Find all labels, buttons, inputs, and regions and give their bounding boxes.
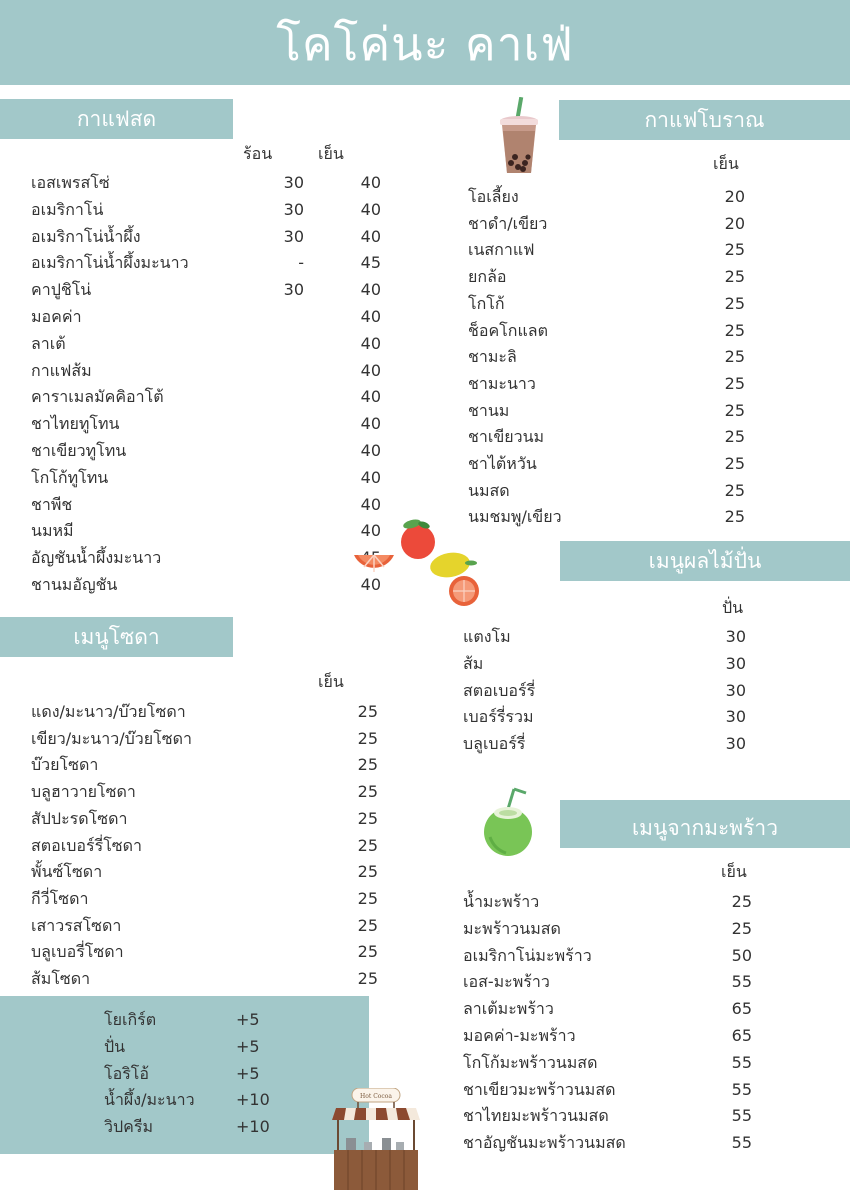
- price-cold: 40: [360, 467, 381, 487]
- price-cold: 25: [724, 373, 745, 393]
- item-name: นมชมพู/เขียว: [468, 507, 562, 527]
- addon-row: [104, 1113, 304, 1140]
- item-name: บลูเบอรี่โซดา: [31, 942, 124, 962]
- price-cold: 25: [724, 240, 745, 260]
- menu-row: [463, 703, 753, 730]
- price-cold: 55: [731, 1052, 752, 1072]
- item-name: เสาวรสโซดา: [31, 915, 122, 935]
- menu-row: [463, 995, 763, 1022]
- price-cold: 40: [360, 387, 381, 407]
- price-cold: 55: [731, 1079, 752, 1099]
- menu-row: [468, 236, 758, 263]
- soda-col-head-cold: เย็น: [318, 672, 344, 691]
- addon-price: +5: [236, 1063, 260, 1083]
- item-name: ชาเขียวมะพร้าวนมสด: [463, 1079, 616, 1099]
- item-name: แดง/มะนาว/บ๊วยโซดา: [31, 702, 186, 721]
- menu-row: [31, 249, 381, 276]
- addon-row: [104, 1033, 304, 1060]
- price-cold: 25: [731, 918, 752, 938]
- menu-row: [468, 477, 758, 504]
- addon-price: +5: [236, 1010, 260, 1029]
- price-cold: 40: [360, 441, 381, 460]
- price-cold: 25: [357, 702, 378, 721]
- price-cold: 20: [724, 213, 745, 233]
- item-name: อเมริกาโน่น้ำผึ้งมะนาว: [31, 253, 189, 273]
- price-cold: 25: [731, 892, 752, 911]
- item-name: ชามะนาว: [468, 373, 536, 393]
- menu-row: [468, 263, 758, 290]
- price-cold: 25: [724, 480, 745, 500]
- menu-row: [463, 1022, 763, 1049]
- price-cold: 55: [731, 1106, 752, 1126]
- menu-row: [463, 942, 763, 969]
- item-name: โกโก้มะพร้าวนมสด: [463, 1052, 598, 1072]
- price-cold: 55: [731, 972, 752, 992]
- price-cold: 25: [357, 728, 378, 748]
- price-hot: 30: [283, 199, 304, 219]
- item-name: กีวี่โซดา: [31, 888, 89, 908]
- addon-name: โอริโอ้: [104, 1063, 149, 1083]
- price-cold: 40: [360, 333, 381, 353]
- menu-row: [31, 464, 381, 491]
- menu-row: [468, 423, 758, 450]
- price-cold: 65: [731, 999, 752, 1019]
- fruit-col-head-blend: ปั่น: [722, 598, 744, 617]
- item-name: ช็อคโกแลต: [468, 320, 548, 340]
- price-cold: 25: [357, 969, 378, 988]
- price-hot: 30: [283, 173, 304, 192]
- heading-soda-label: เมนูโซดา: [73, 625, 160, 649]
- coconut-icon: [480, 787, 538, 857]
- menu-row: [31, 912, 378, 939]
- heading-ancient-coffee-label: กาแฟโบราณ: [644, 108, 765, 132]
- item-name: ชาเขียวนม: [468, 427, 545, 447]
- price-cold: 55: [731, 1133, 752, 1153]
- heading-fresh-coffee: [0, 99, 233, 139]
- menu-row: [463, 650, 753, 677]
- price-cold: 25: [357, 942, 378, 962]
- price-cold: 25: [724, 400, 745, 420]
- addon-price: +5: [236, 1036, 260, 1056]
- title-banner: [0, 0, 850, 85]
- menu-row: [463, 1102, 763, 1129]
- price-hot: 30: [283, 280, 304, 300]
- addon-name: ปั่น: [104, 1036, 126, 1056]
- item-name: ชานม: [468, 400, 510, 420]
- item-name: โกโก้: [468, 293, 505, 313]
- cart-sign-text: Hot Cocoa: [360, 1093, 392, 1100]
- price-cold: 40: [360, 494, 381, 514]
- menu-row: [463, 888, 763, 915]
- item-name: ชาไทยมะพร้าวนมสด: [463, 1106, 609, 1126]
- menu-row: [31, 885, 378, 912]
- item-name: อเมริกาโน่น้ำผึ้ง: [31, 226, 141, 246]
- menu-row: [463, 730, 753, 757]
- price-cold: 25: [724, 320, 745, 340]
- fruits-icon: [350, 515, 485, 607]
- price-blend: 30: [725, 707, 746, 727]
- item-name: เขียว/มะนาว/บ๊วยโซดา: [31, 728, 192, 748]
- menu-row: [468, 450, 758, 477]
- menu-row: [31, 938, 378, 965]
- menu-row: [468, 370, 758, 397]
- item-name: เนสกาแฟ: [468, 240, 535, 260]
- menu-row: [468, 503, 758, 530]
- menu-row: [468, 210, 758, 237]
- item-name: บลูฮาวายโซดา: [31, 782, 136, 802]
- item-name: นมสด: [468, 480, 510, 500]
- item-name: บลูเบอร์รี่: [463, 734, 526, 754]
- addons-box: [0, 996, 369, 1154]
- item-name: ชาอัญชันมะพร้าวนมสด: [463, 1133, 626, 1153]
- price-cold: 25: [357, 862, 378, 882]
- price-cold: 25: [357, 808, 378, 828]
- addon-row: [104, 1086, 304, 1113]
- item-name: มอคค่า: [31, 307, 82, 326]
- menu-row: [31, 223, 381, 250]
- item-name: โอเลี้ยง: [468, 187, 519, 206]
- item-name: กาแฟส้ม: [31, 360, 92, 380]
- item-name: ชาไต้หวัน: [468, 454, 537, 473]
- menu-row: [31, 383, 381, 410]
- price-cold: 25: [357, 915, 378, 935]
- price-cold: 25: [724, 293, 745, 313]
- ancient-col-head-cold: เย็น: [713, 154, 739, 173]
- addon-row: [104, 1006, 304, 1033]
- menu-row: [31, 965, 378, 992]
- item-name: ส้ม: [463, 653, 484, 673]
- price-cold: 25: [357, 835, 378, 855]
- menu-row: [31, 832, 378, 859]
- item-name: คาราเมลมัคคิอาโต้: [31, 387, 164, 407]
- menu-row: [31, 725, 378, 752]
- menu-row: [31, 276, 381, 303]
- price-cold: 40: [360, 199, 381, 219]
- price-cold: 45: [360, 253, 381, 273]
- item-name: ลาเต้: [31, 333, 66, 353]
- heading-ancient-coffee: [559, 100, 850, 140]
- menu-row: [463, 1129, 763, 1156]
- addon-name: น้ำผึ้ง/มะนาว: [104, 1090, 195, 1110]
- price-hot: -: [298, 253, 304, 273]
- col-head-cold: เย็น: [318, 144, 344, 163]
- heading-fresh-coffee-label: กาแฟสด: [76, 107, 157, 131]
- price-cold: 25: [724, 507, 745, 527]
- heading-coconut-label: เมนูจากมะพร้าว: [631, 816, 778, 840]
- price-cold: 25: [724, 454, 745, 473]
- heading-coconut: [560, 800, 850, 848]
- price-cold: 25: [357, 782, 378, 802]
- price-cold: 25: [724, 427, 745, 447]
- item-name: เอส-มะพร้าว: [463, 972, 550, 992]
- item-name: ชาไทยทูโทน: [31, 414, 120, 434]
- price-cold: 40: [360, 414, 381, 434]
- price-cold: 20: [724, 187, 745, 206]
- menu-row: [468, 290, 758, 317]
- item-name: อเมริกาโน่: [31, 199, 104, 219]
- menu-row: [31, 517, 381, 544]
- item-name: น้ำมะพร้าว: [463, 892, 540, 911]
- item-name: ส้มโซดา: [31, 969, 91, 988]
- item-name: ชามะลิ: [468, 347, 517, 367]
- menu-row: [468, 317, 758, 344]
- menu-row: [31, 778, 378, 805]
- menu-row: [31, 544, 361, 571]
- price-cold: 25: [724, 347, 745, 367]
- item-name: สตอเบอร์รี่โซดา: [31, 835, 143, 855]
- menu-row: [31, 357, 381, 384]
- heading-fruit-smoothie-label: เมนูผลไม้ปั่น: [648, 549, 762, 573]
- item-name: มะพร้าวนมสด: [463, 918, 561, 938]
- menu-row: [31, 698, 378, 725]
- menu-row: [468, 343, 758, 370]
- menu-row: [31, 169, 381, 196]
- price-cold: 25: [357, 755, 378, 775]
- menu-row: [468, 397, 758, 424]
- menu-row: [31, 410, 381, 437]
- menu-row: [468, 183, 758, 210]
- price-cold: 40: [360, 521, 381, 541]
- addon-price: +10: [236, 1117, 270, 1137]
- menu-row: [31, 196, 381, 223]
- menu-row: [463, 677, 753, 704]
- menu-row: [463, 915, 763, 942]
- item-name: บ๊วยโซดา: [31, 755, 99, 775]
- page-title: โคโค่นะ คาเฟ่: [276, 17, 574, 71]
- menu-row: [463, 1076, 763, 1103]
- price-cold: 40: [360, 226, 381, 246]
- price-blend: 30: [725, 627, 746, 646]
- item-name: แตงโม: [463, 627, 511, 646]
- heading-soda: [0, 617, 233, 657]
- item-name: เบอร์รี่รวม: [463, 707, 534, 727]
- price-cold: 65: [731, 1026, 752, 1045]
- menu-row: [31, 751, 378, 778]
- price-cold: 50: [731, 945, 752, 965]
- item-name: คาปูชิโน่: [31, 280, 92, 300]
- item-name: ชานมอัญชัน: [31, 575, 118, 594]
- menu-row: [463, 968, 763, 995]
- addon-name: วิปครีม: [104, 1117, 153, 1137]
- price-blend: 30: [725, 680, 746, 700]
- item-name: ยกล้อ: [468, 267, 507, 287]
- menu-row: [31, 858, 378, 885]
- price-cold: 40: [360, 575, 381, 594]
- item-name: อเมริกาโน่มะพร้าว: [463, 945, 592, 965]
- price-cold: 40: [360, 360, 381, 380]
- addon-row: [104, 1060, 304, 1087]
- coconut-col-head-cold: เย็น: [721, 862, 747, 881]
- menu-row: [31, 437, 381, 464]
- menu-row: [463, 623, 753, 650]
- item-name: สัปปะรดโซดา: [31, 808, 128, 828]
- price-hot: 30: [283, 226, 304, 246]
- price-blend: 30: [725, 734, 746, 754]
- price-blend: 30: [725, 653, 746, 673]
- price-cold: 40: [360, 280, 381, 300]
- addon-price: +10: [236, 1090, 270, 1110]
- menu-row: [31, 805, 378, 832]
- item-name: พั้นซ์โซดา: [31, 862, 103, 882]
- price-cold: 40: [360, 173, 381, 192]
- item-name: ชาดำ/เขียว: [468, 213, 548, 233]
- item-name: นมหมี: [31, 521, 74, 541]
- item-name: เอสเพรสโซ่: [31, 173, 110, 192]
- item-name: สตอเบอร์รี่: [463, 680, 536, 700]
- price-cold: 25: [357, 888, 378, 908]
- addon-name: โยเกิร์ต: [104, 1010, 157, 1029]
- menu-row: [31, 303, 381, 330]
- item-name: ชาพีช: [31, 494, 73, 514]
- price-cold: 25: [724, 267, 745, 287]
- col-head-hot: ร้อน: [243, 144, 273, 163]
- item-name: มอคค่า-มะพร้าว: [463, 1026, 576, 1045]
- hot-cocoa-cart-icon: [330, 1088, 422, 1192]
- item-name: โกโก้ทูโทน: [31, 467, 109, 487]
- price-cold: 40: [360, 307, 381, 326]
- menu-row: [31, 491, 381, 518]
- item-name: ลาเต้มะพร้าว: [463, 999, 554, 1019]
- item-name: ชาเขียวทูโทน: [31, 441, 127, 460]
- menu-row: [31, 330, 381, 357]
- menu-row: [31, 571, 381, 598]
- bubble-tea-icon: [496, 97, 542, 177]
- heading-fruit-smoothie: [560, 541, 850, 581]
- item-name: อัญชันน้ำผึ้งมะนาว: [31, 548, 162, 568]
- menu-row: [463, 1049, 763, 1076]
